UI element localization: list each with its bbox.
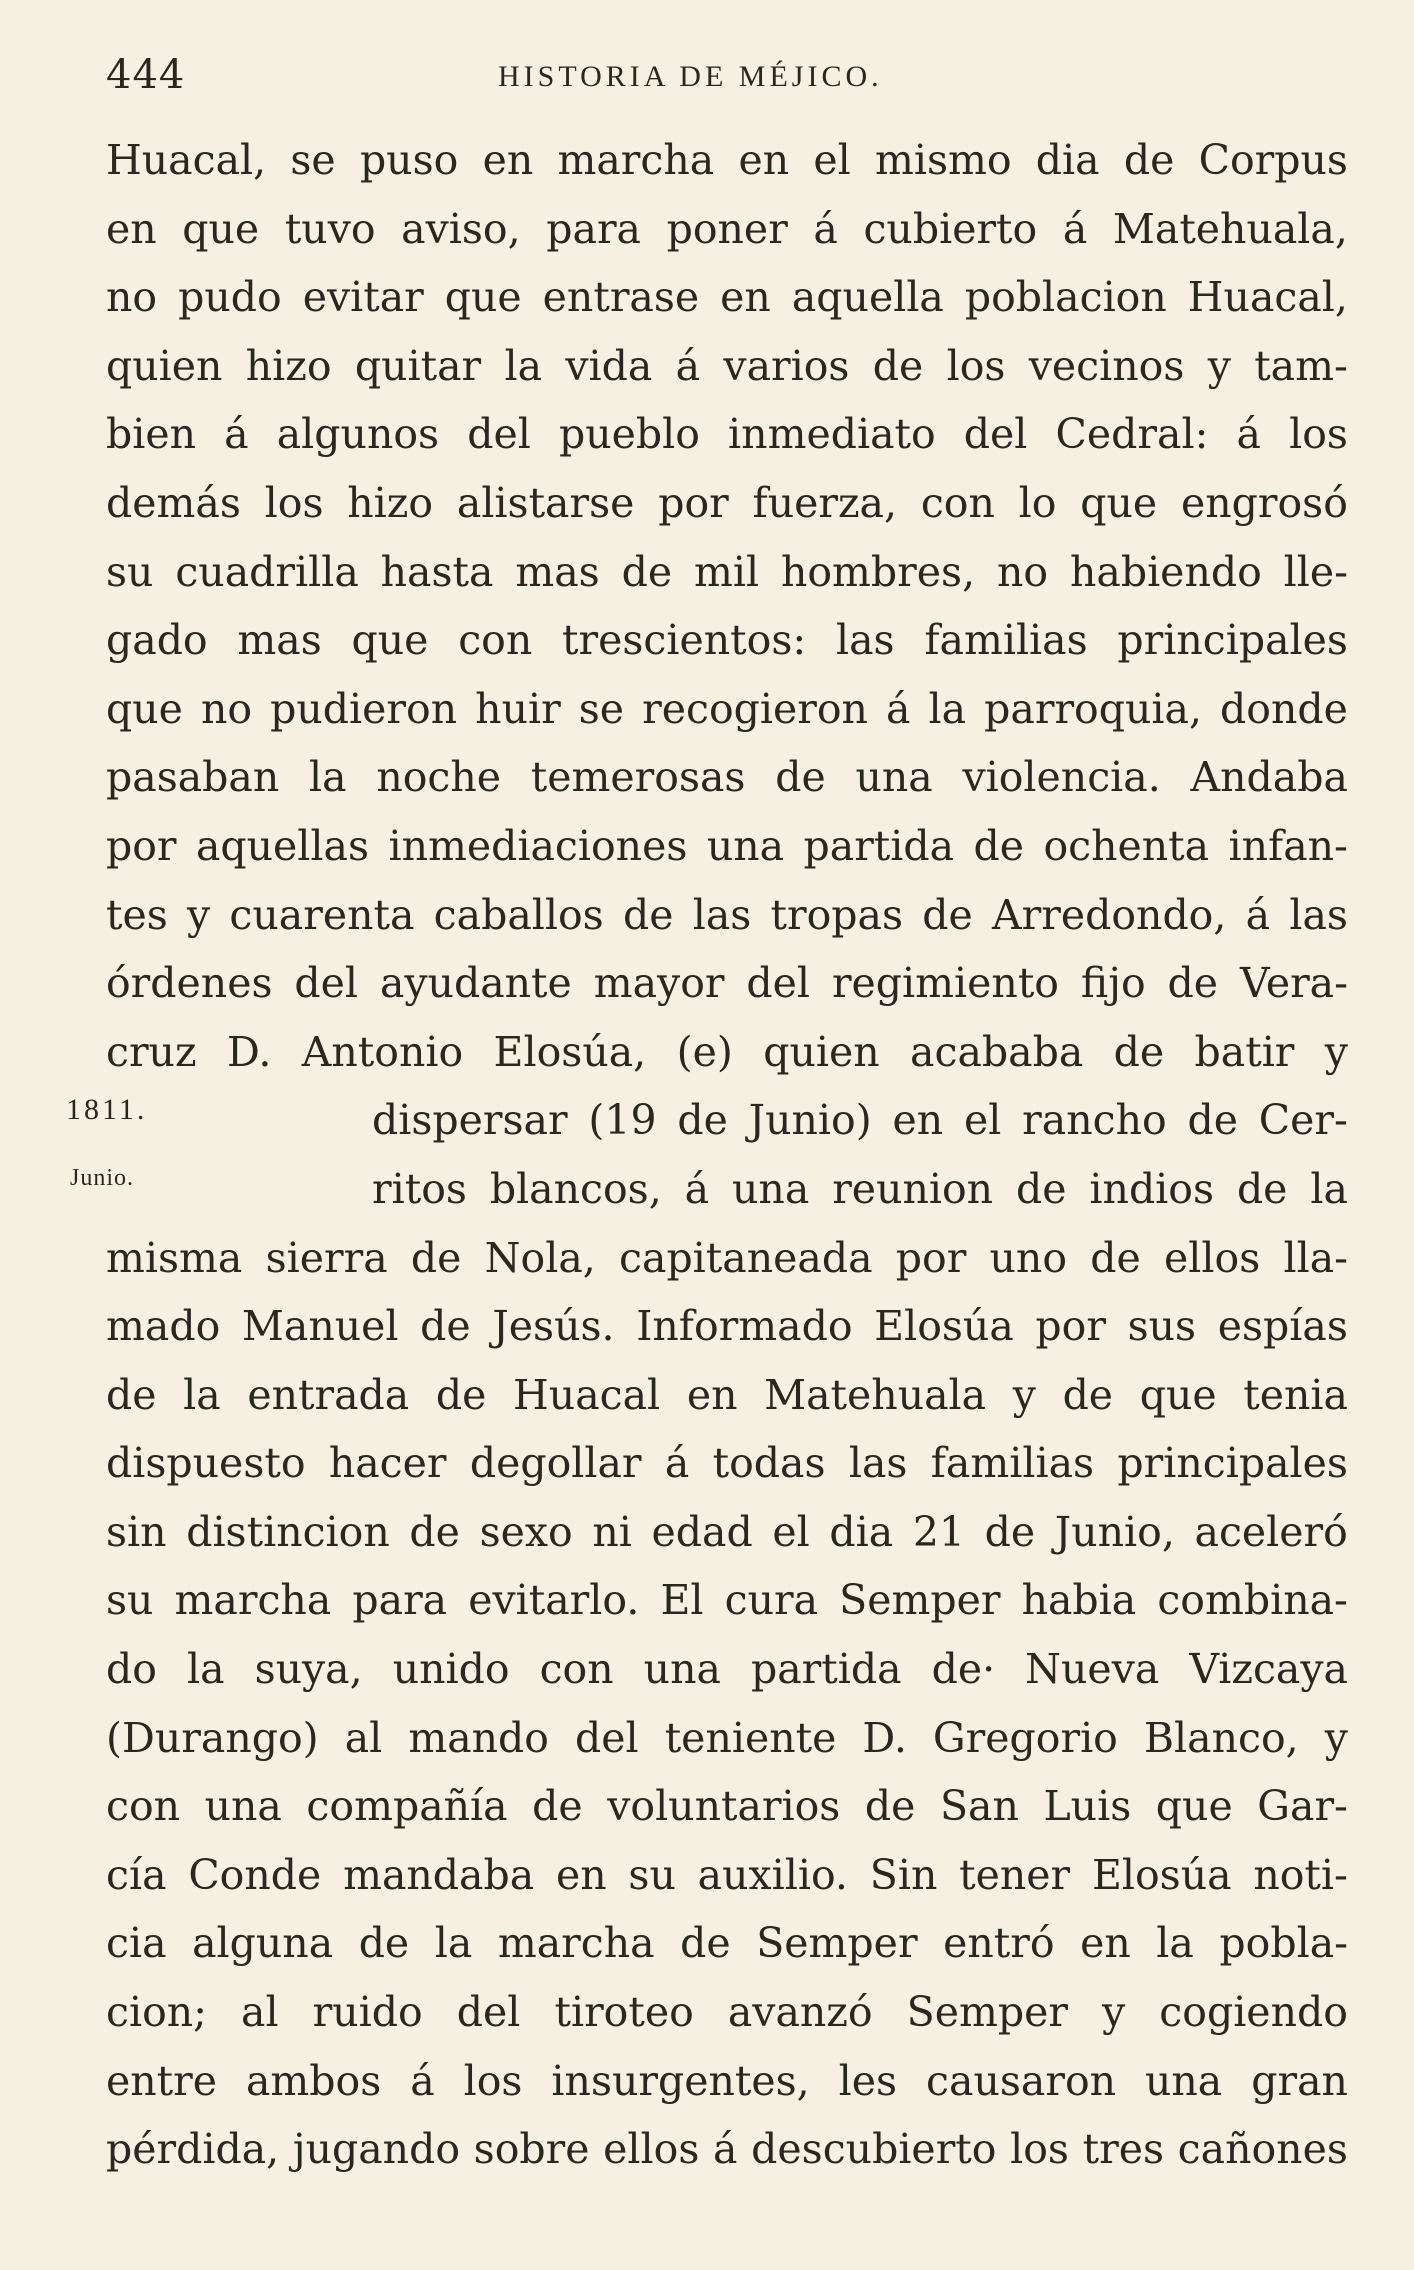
running-title: HISTORIA DE MÉJICO.	[498, 60, 883, 93]
text-line: órdenes del ayudante mayor del regimiento fijo de Vera-	[106, 959, 1348, 1008]
margin-note-month: Junio.	[70, 1165, 135, 1191]
text-line: quien hizo quitar la vida á varios de los vecinos y tam-	[106, 341, 1348, 390]
text-line: que no pudieron huir se recogieron á la parroquia, donde	[106, 684, 1348, 733]
text-line: cruz D. Antonio Elosúa, (e) quien acababa de batir y	[106, 1027, 1348, 1076]
text-line: ritos blancos, á una reunion de indios de la	[372, 1164, 1348, 1213]
text-line: entre ambos á los insurgentes, les causaron una gran	[106, 2056, 1348, 2105]
text-line: Huacal, se puso en marcha en el mismo dia de Corpus	[106, 136, 1348, 184]
text-line: dispersar (19 de Junio) en el rancho de Cer-	[372, 1096, 1348, 1145]
text-line: su cuadrilla hasta mas de mil hombres, no habiendo lle-	[106, 547, 1348, 596]
page-number: 444	[106, 52, 186, 98]
text-line: demás los hizo alistarse por fuerza, con lo que engrosó	[106, 478, 1348, 527]
margin-note-year: 1811.	[66, 1093, 148, 1126]
text-line: mado Manuel de Jesús. Informado Elosúa por sus espías	[106, 1302, 1348, 1351]
text-line: do la suya, unido con una partida de· Nueva Vizcaya	[106, 1645, 1348, 1694]
text-line: tes y cuarenta caballos de las tropas de Arredondo, á las	[106, 890, 1348, 939]
text-line: dispuesto hacer degollar á todas las familias principales	[106, 1439, 1348, 1488]
text-line: su marcha para evitarlo. El cura Semper habia combina-	[106, 1576, 1348, 1625]
text-line: de la entrada de Huacal en Matehuala y de que tenia	[106, 1370, 1348, 1419]
text-line: por aquellas inmediaciones una partida de ochenta infan-	[106, 821, 1348, 870]
text-line: gado mas que con trescientos: las familias principales	[106, 616, 1348, 665]
body-text	[106, 126, 1348, 2184]
text-line: bien á algunos del pueblo inmediato del Cedral: á los	[106, 410, 1348, 459]
text-line: con una compañía de voluntarios de San Luis que Gar-	[106, 1782, 1348, 1831]
text-line: cion; al ruido del tiroteo avanzó Semper y cogiendo	[106, 1988, 1348, 2037]
text-line: en que tuvo aviso, para poner á cubierto á Matehuala,	[106, 204, 1348, 253]
text-line: (Durango) al mando del teniente D. Gregorio Blanco, y	[106, 1713, 1348, 1762]
text-line: misma sierra de Nola, capitaneada por uno de ellos lla-	[106, 1233, 1348, 1282]
page-header	[106, 52, 1348, 102]
text-line: sin distincion de sexo ni edad el dia 21 de Junio, aceleró	[106, 1507, 1348, 1556]
text-line: cía Conde mandaba en su auxilio. Sin tener Elosúa noti-	[106, 1850, 1348, 1899]
text-line: pérdida, jugando sobre ellos á descubierto los tres cañones	[106, 2125, 1348, 2174]
text-line: cia alguna de la marcha de Semper entró en la pobla-	[106, 1919, 1348, 1968]
text-line: no pudo evitar que entrase en aquella poblacion Huacal,	[106, 273, 1348, 322]
text-line: pasaban la noche temerosas de una violencia. Andaba	[106, 753, 1348, 802]
